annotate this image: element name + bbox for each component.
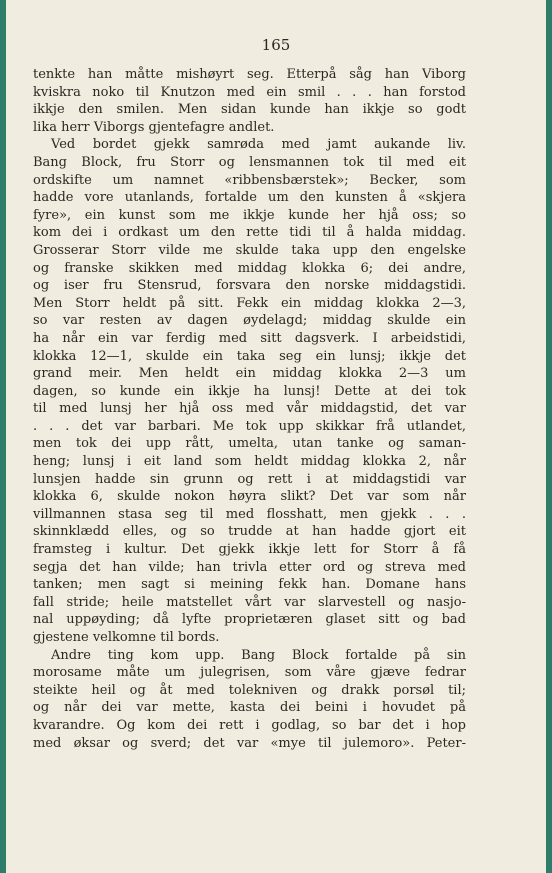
text-line: ordskifte um namnet «ribbensbærstek»; Becker, som xyxy=(33,172,466,188)
text-line: kom dei i ordkast um den rette tidi til å halda middag. xyxy=(33,225,466,241)
text-line: men tok dei upp rått, umelta, utan tanke og saman- xyxy=(33,436,466,452)
text-line: lunsjen hadde sin grunn og rett i at middagstidi var xyxy=(33,471,466,487)
book-page xyxy=(6,0,546,873)
text-line: steikte heil og åt med tolekniven og drakk porsøl til; xyxy=(33,682,466,698)
text-line: klokka 6, skulde nokon høyra slikt? Det var som når xyxy=(33,489,466,505)
text-line: skinnklædd elles, og so trudde at han hadde gjort eit xyxy=(33,524,466,540)
text-line: nal uppøyding; då lyfte proprietæren glaset sitt og bad xyxy=(33,612,466,628)
text-line: ha når ein var ferdig med sitt dagsverk. I arbeidstidi, xyxy=(33,330,466,346)
text-line: fyre», ein kunst som me ikkje kunde her hjå oss; so xyxy=(33,207,466,223)
text-line: Grosserar Storr vilde me skulde taka upp den engelske xyxy=(33,242,466,258)
text-line: so var resten av dagen øydelagd; middag skulde ein xyxy=(33,313,466,329)
page-edge xyxy=(546,0,552,873)
text-line: Bang Block, fru Storr og lensmannen tok til med eit xyxy=(33,154,466,170)
text-line: . . . det var barbari. Me tok upp skikkar frå utlandet, xyxy=(33,418,466,434)
text-line: klokka 12—1, skulde ein taka seg ein lunsj; ikkje det xyxy=(33,348,466,364)
text-line: gjestene velkomne til bords. xyxy=(33,630,220,645)
text-line: og når dei var mette, kasta dei beini i hovudet på xyxy=(33,700,466,716)
text-line: tenkte han måtte mishøyrt seg. Etterpå såg han Viborg xyxy=(33,67,466,82)
text-line: grand meir. Men heldt ein middag klokka 2—3 um xyxy=(33,366,466,382)
text-line: morosame måte um julegrisen, som våre gjæve fedrar xyxy=(33,665,466,681)
text-line: med øksar og sverd; det var «mye til julemoro». Peter- xyxy=(33,735,466,751)
text-line: til med lunsj her hjå oss med vår middagstid, det var xyxy=(33,401,466,417)
text-line: og franske skikken med middag klokka 6; dei andre, xyxy=(33,260,466,276)
text-line: heng; lunsj i eit land som heldt middag klokka 2, når xyxy=(33,454,466,470)
text-line: og iser fru Stensrud, forsvara den norske middagstidi. xyxy=(33,278,466,294)
text-line: villmannen stasa seg til med flosshatt, men gjekk . . . xyxy=(33,506,466,522)
text-line: dagen, so kunde ein ikkje ha lunsj! Dette at dei tok xyxy=(33,383,466,399)
text-line: tanken; men sagt si meining fekk han. Domane hans xyxy=(33,577,466,593)
text-line: Men Storr heldt på sitt. Fekk ein middag klokka 2—3, xyxy=(33,295,466,311)
text-line: kviskra noko til Knutzon med ein smil . . . han forstod xyxy=(33,84,466,100)
text-line: framsteg i kultur. Det gjekk ikkje lett for Storr å få xyxy=(33,542,466,558)
text-line: hadde vore utanlands, fortalde um den kunsten å «skjera xyxy=(33,190,466,206)
text-line: kvarandre. Og kom dei rett i godlag, so bar det i hop xyxy=(33,717,466,733)
text-line: Ved bordet gjekk samrøda med jamt aukande liv. xyxy=(51,137,466,153)
text-line: Andre ting kom upp. Bang Block fortalde på sin xyxy=(51,647,466,663)
text-line: lika herr Viborgs gjentefagre andlet. xyxy=(33,119,275,135)
page-number: 165 xyxy=(261,36,291,54)
text-line: ikkje den smilen. Men sidan kunde han ikkje so godt xyxy=(33,102,466,118)
text-line: fall stride; heile matstellet vårt var slarvestell og nasjo- xyxy=(33,594,466,610)
text-line: segja det han vilde; han trivla etter ord og streva med xyxy=(33,559,466,575)
body-text xyxy=(33,66,466,752)
